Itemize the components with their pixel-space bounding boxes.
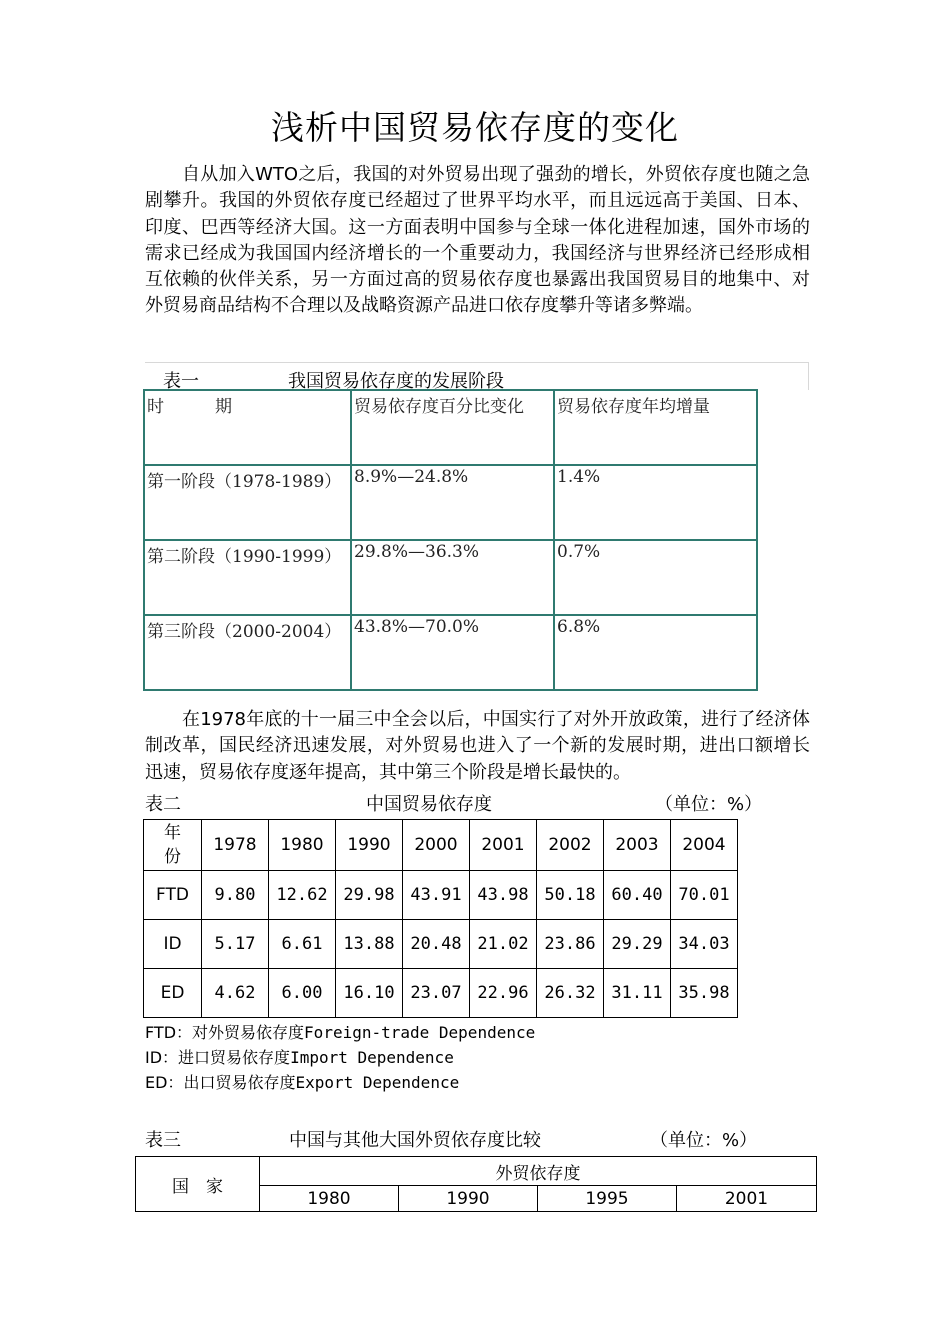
table-cell: 26.32 xyxy=(537,969,604,1018)
table-cell: 23.86 xyxy=(537,920,604,969)
intro-paragraph: 自从加入WTO之后，我国的对外贸易出现了强劲的增长，外贸依存度也随之急剧攀升。我国的外贸依存度已经超过了世界平均水平，而且远远高于美国、日本、印度、巴西等经济大国。这一方面表明中国参与全球一体化进程加速，国外市场的需求已经成为我国国内经济增长的一个重要动力，我国经济与世界经济已经形成相互依赖的伙伴关系，另一方面过高的贸易依存度也暴露出我国贸易目的地集中、对外贸易商品结构不合理以及战略资源产品进口依存度攀升等诸多弊端。 xyxy=(145,164,810,317)
row-label: FTD xyxy=(144,871,202,920)
table-cell: 23.07 xyxy=(403,969,470,1018)
table-cell: 21.02 xyxy=(470,920,537,969)
table3-unit: （单位：%） xyxy=(650,1130,758,1151)
table-cell: 0.7% xyxy=(554,540,757,615)
table-cell: 13.88 xyxy=(336,920,403,969)
table-row xyxy=(144,920,738,969)
table-header-cell: 2003 xyxy=(604,820,671,871)
table-header-row xyxy=(144,390,757,465)
table-header-cell: 1980 xyxy=(269,820,336,871)
footnote-cn: 对外贸易依存度 xyxy=(192,1023,305,1042)
table-cell: 29.29 xyxy=(604,920,671,969)
table-header-row xyxy=(144,820,738,871)
footnote-abbr: ID： xyxy=(145,1048,179,1067)
table1 xyxy=(143,389,758,691)
table2-unit: （单位：%） xyxy=(655,794,763,815)
table1-title: 我国贸易依存度的发展阶段 xyxy=(288,371,504,392)
footnote-cn: 出口贸易依存度 xyxy=(183,1073,296,1092)
table-cell: 4.62 xyxy=(202,969,269,1018)
footnote-en: Foreign-trade Dependence xyxy=(304,1023,536,1042)
footnote-id xyxy=(145,1045,454,1068)
table-header-cell: 1980 xyxy=(260,1186,399,1212)
table-cell: 第一阶段（1978-1989） xyxy=(144,465,351,540)
table2 xyxy=(143,819,738,1018)
table1-label: 表一 xyxy=(163,371,199,392)
footnote-abbr: ED： xyxy=(145,1073,184,1092)
table2-label: 表二 xyxy=(145,794,181,815)
table-header-cell: 贸易依存度年均增量 xyxy=(554,390,757,465)
group-header: 外贸依存度 xyxy=(260,1157,817,1186)
table-header-cell: 2001 xyxy=(677,1186,817,1212)
table-header-cell xyxy=(144,820,202,871)
table-header-row xyxy=(136,1157,817,1186)
table-cell: 8.9%—24.8% xyxy=(351,465,554,540)
table-header-cell: 2001 xyxy=(470,820,537,871)
table-header-cell: 1990 xyxy=(399,1186,538,1212)
table-cell: 43.98 xyxy=(470,871,537,920)
table1-caption xyxy=(145,362,809,390)
table-cell: 6.00 xyxy=(269,969,336,1018)
country-header: 国 家 xyxy=(136,1157,260,1212)
table-cell: 20.48 xyxy=(403,920,470,969)
table-row xyxy=(144,615,757,690)
table2-title: 中国贸易依存度 xyxy=(366,794,492,815)
table-cell: 31.11 xyxy=(604,969,671,1018)
table-row xyxy=(144,871,738,920)
table3-label: 表三 xyxy=(145,1130,181,1151)
table-cell: 43.91 xyxy=(403,871,470,920)
row-label: ID xyxy=(144,920,202,969)
table-cell: 70.01 xyxy=(671,871,738,920)
table-cell: 43.8%—70.0% xyxy=(351,615,554,690)
table-header-cell: 1995 xyxy=(538,1186,677,1212)
footnote-en: Export Dependence xyxy=(295,1073,460,1092)
table-header-cell: 1990 xyxy=(336,820,403,871)
table-cell: 6.61 xyxy=(269,920,336,969)
table-header-cell: 2004 xyxy=(671,820,738,871)
year-corner-label: 年份 xyxy=(164,823,181,867)
table-header-cell: 2000 xyxy=(403,820,470,871)
table-cell: 6.8% xyxy=(554,615,757,690)
table-cell: 50.18 xyxy=(537,871,604,920)
page-title: 浅析中国贸易依存度的变化 xyxy=(271,108,679,147)
table-cell: 1.4% xyxy=(554,465,757,540)
footnote-abbr: FTD： xyxy=(145,1023,193,1042)
table-header-cell: 贸易依存度百分比变化 xyxy=(351,390,554,465)
table-cell: 29.8%—36.3% xyxy=(351,540,554,615)
table3-title: 中国与其他大国外贸依存度比较 xyxy=(289,1130,541,1151)
table-cell: 12.62 xyxy=(269,871,336,920)
table-cell: 35.98 xyxy=(671,969,738,1018)
table-cell: 22.96 xyxy=(470,969,537,1018)
table-cell: 第二阶段（1990-1999） xyxy=(144,540,351,615)
footnote-ftd xyxy=(145,1020,535,1043)
table-cell: 16.10 xyxy=(336,969,403,1018)
table-cell: 60.40 xyxy=(604,871,671,920)
table-cell: 5.17 xyxy=(202,920,269,969)
table-cell: 34.03 xyxy=(671,920,738,969)
reform-paragraph: 在1978年底的十一届三中全会以后，中国实行了对外开放政策，进行了经济体制改革，国民经济迅速发展，对外贸易也进入了一个新的发展时期，进出口额增长迅速，贸易依存度逐年提高，其中第三个阶段是增长最快的。 xyxy=(145,709,810,783)
table-header-cell: 时 期 xyxy=(144,390,351,465)
table-row xyxy=(144,540,757,615)
table-row xyxy=(144,465,757,540)
footnote-ed xyxy=(145,1070,459,1093)
table-row xyxy=(144,969,738,1018)
footnote-en: Import Dependence xyxy=(290,1048,454,1067)
table-header-cell: 2002 xyxy=(537,820,604,871)
table-header-cell: 1978 xyxy=(202,820,269,871)
table-cell: 29.98 xyxy=(336,871,403,920)
table-cell: 第三阶段（2000-2004） xyxy=(144,615,351,690)
table3 xyxy=(135,1156,817,1212)
row-label: ED xyxy=(144,969,202,1018)
table-cell: 9.80 xyxy=(202,871,269,920)
footnote-cn: 进口贸易依存度 xyxy=(178,1048,291,1067)
